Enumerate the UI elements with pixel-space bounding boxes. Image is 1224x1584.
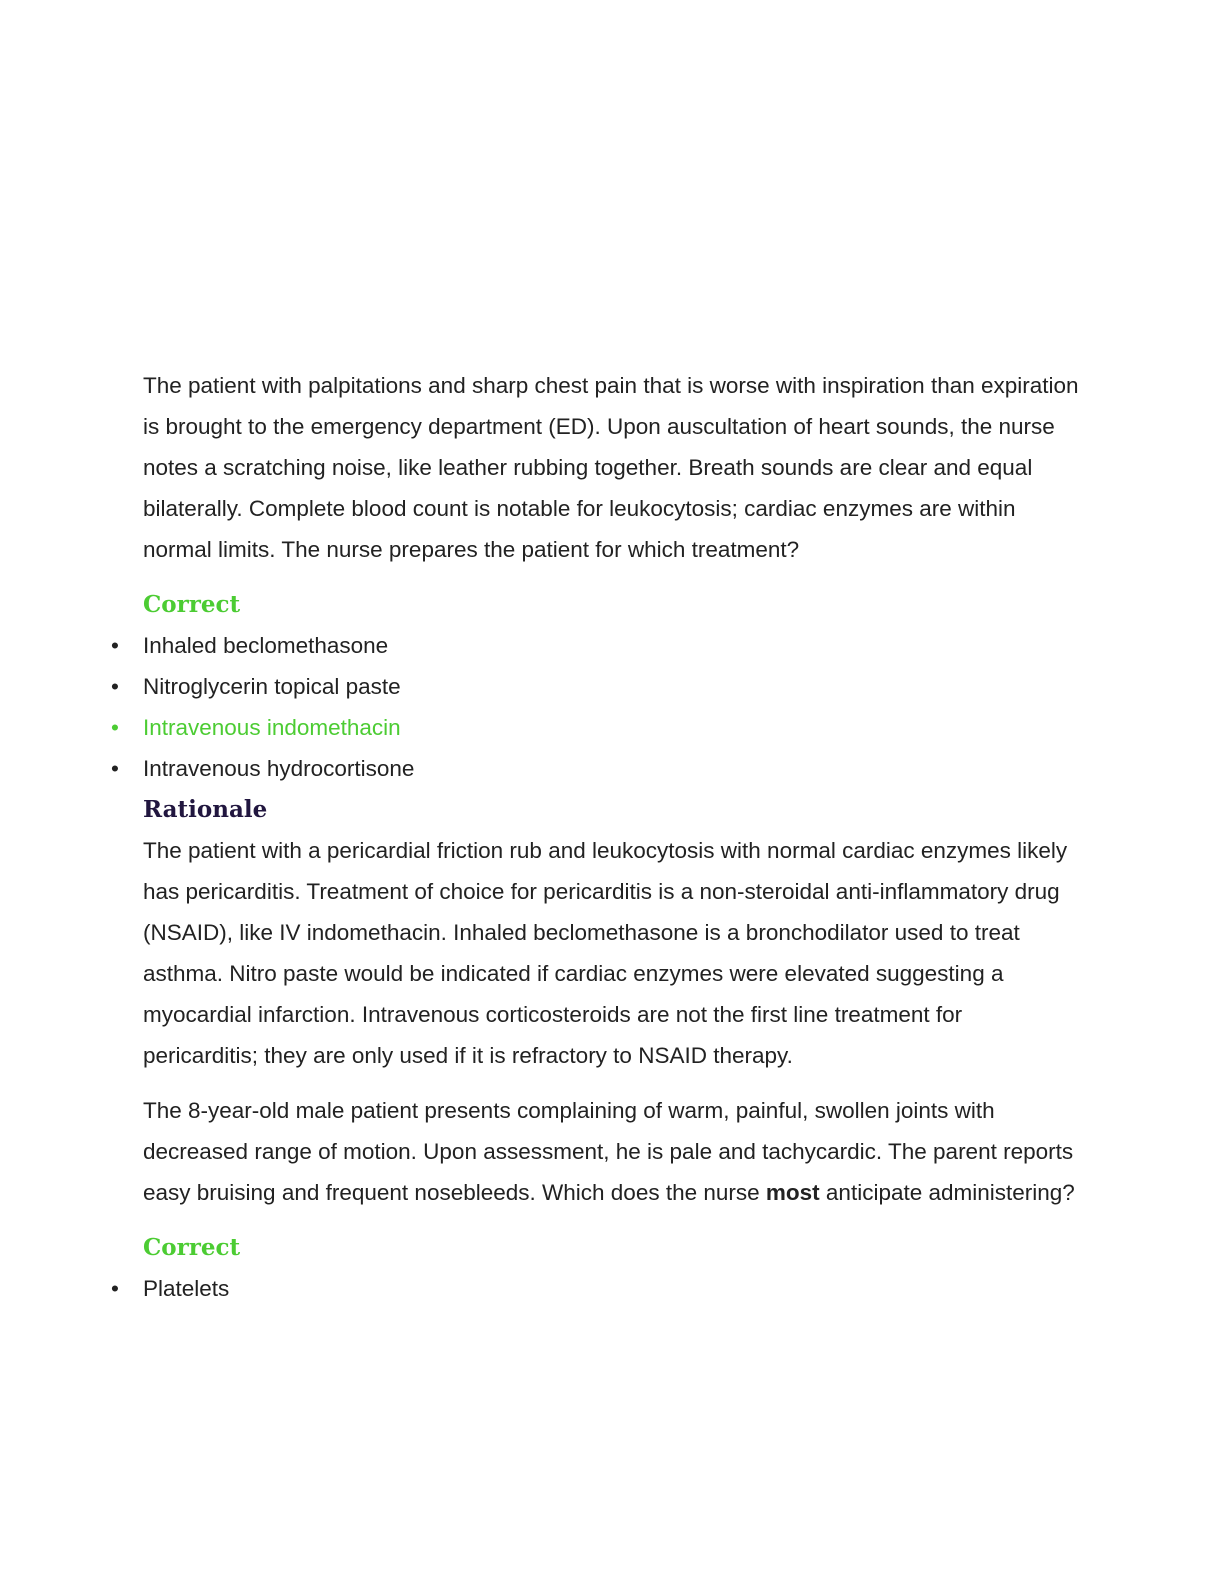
bullet-icon: • <box>111 715 119 740</box>
option-label: Inhaled beclomethasone <box>143 633 389 658</box>
rationale-heading: Rationale <box>143 796 268 823</box>
question-1-stem: The patient with palpitations and sharp chest pain that is worse with inspiration than expiration is brought to the emergency department (ED). Upon auscultation of heart sounds, the nurse notes a scratching noise, like leather rubbing together. Breath sounds are clear and equal bilaterally. Complete blood count is notable for leukocytosis; cardiac enzymes are within normal limits. The nurse prepares the patient for which treatment? <box>143 373 1079 562</box>
question-2-stem-after: anticipate administering? <box>819 1180 1075 1205</box>
option-label: Intravenous indomethacin <box>143 715 401 740</box>
question-2-option-a[interactable] <box>111 1268 1083 1309</box>
question-2-stem-before: The 8-year-old male patient presents complaining of warm, painful, swollen joints with decreased range of motion. Upon assessment, he is pale and tachycardic. The parent reports easy bruising and frequent nosebleeds. Which does the nurse <box>143 1098 1074 1205</box>
bullet-icon: • <box>111 674 119 699</box>
question-1-option-d[interactable] <box>111 748 1083 789</box>
bullet-icon: • <box>111 633 119 658</box>
question-2-stem <box>143 1090 1083 1213</box>
question-1-option-c-correct[interactable] <box>111 707 1083 748</box>
rationale-text: The patient with a pericardial friction rub and leukocytosis with normal cardiac enzymes likely has pericarditis. Treatment of choice for pericarditis is a non-steroidal anti-inflammatory drug (NSAID), like IV indomethacin. Inhaled beclomethasone is a bronchodilator used to treat asthma. Nitro paste would be indicated if cardiac enzymes were elevated suggesting a myocardial infarction. Intravenous corticosteroids are not the first line treatment for pericarditis; they are only used if it is refractory to NSAID therapy. <box>143 838 1068 1068</box>
option-label: Nitroglycerin topical paste <box>143 674 401 699</box>
bullet-icon: • <box>111 1276 119 1301</box>
question-2-options <box>111 1268 1083 1309</box>
option-label: Intravenous hydrocortisone <box>143 756 415 781</box>
question-1-options <box>111 625 1083 789</box>
question-1-correct-label: Correct <box>143 591 241 618</box>
option-label: Platelets <box>143 1276 230 1301</box>
bullet-icon: • <box>111 756 119 781</box>
question-1-option-b[interactable] <box>111 666 1083 707</box>
question-1-option-a[interactable] <box>111 625 1083 666</box>
question-2-stem-emphasis: most <box>765 1180 820 1205</box>
page-content <box>111 365 1083 1309</box>
question-2-correct-label: Correct <box>143 1234 241 1261</box>
